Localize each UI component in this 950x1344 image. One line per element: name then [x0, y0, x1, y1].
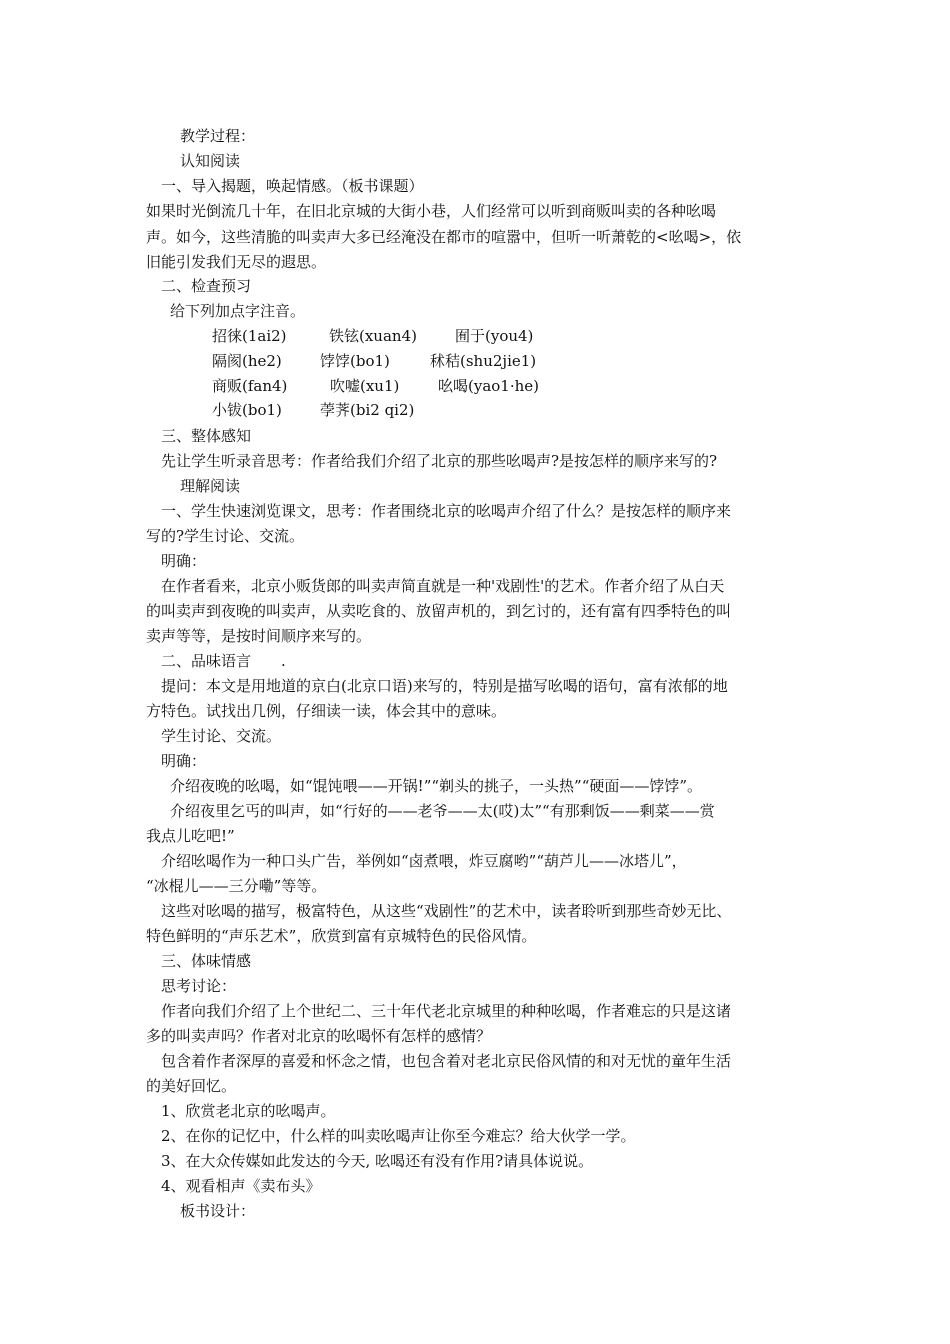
heading-understanding-reading: 理解阅读 — [180, 477, 241, 495]
paragraph-line: 这些对吆喝的描写，极富特色，从这些“戏剧性”的艺术中，读者聆听到那些奇妙无比、 — [161, 902, 732, 920]
list-item: 2、在你的记忆中，什么样的叫卖吆喝声让你至今难忘？给大伙学一学。 — [161, 1127, 636, 1145]
heading-cognitive-reading: 认知阅读 — [180, 152, 241, 170]
paragraph-line: 思考讨论： — [161, 977, 237, 995]
pinyin-item: 囿于(you4) — [455, 327, 534, 345]
paragraph-line: 卖声等等，是按时间顺序来写的。 — [146, 627, 372, 645]
section-1-heading: 一、导入揭题，唤起情感。（板书课题） — [161, 177, 424, 195]
paragraph-line: 介绍吆喝作为一种口头广告，举例如“卤煮喂，炸豆腐哟”“葫芦儿——冰塔儿”， — [161, 852, 687, 870]
paragraph-line: 多的叫卖声吗？作者对北京的吆喝怀有怎样的感情？ — [146, 1027, 492, 1045]
paragraph-line: 介绍夜晚的吆喝，如“馄饨喂——开锅!”“剃头的挑子，一头热”“硬面——饽饽”。 — [170, 777, 703, 795]
paragraph-line: 的美好回忆。 — [146, 1077, 237, 1095]
pinyin-item: 隔阂(he2) — [212, 352, 282, 370]
paragraph-line: 写的?学生讨论、交流。 — [146, 527, 305, 545]
section-heading: 三、体味情感 — [161, 952, 252, 970]
paragraph-line: 方特色。试找出几例，仔细读一读，体会其中的意味。 — [146, 702, 507, 720]
paragraph-line: 包含着作者深厚的喜爱和怀念之情，也包含着对老北京民俗风情的和对无忧的童年生活 — [161, 1052, 732, 1070]
paragraph-line: 一、学生快速浏览课文，思考：作者围绕北京的吆喝声介绍了什么？是按怎样的顺序来 — [161, 502, 732, 520]
paragraph-line: 给下列加点字注音。 — [170, 302, 306, 320]
paragraph-line: 我点儿吃吧!” — [146, 827, 235, 845]
section-2-heading: 二、检查预习 — [161, 277, 252, 295]
heading-teaching-process: 教学过程： — [180, 127, 256, 145]
list-item: 4、观看相声《卖布头》 — [161, 1177, 321, 1195]
pinyin-item: 吹嘘(xu1) — [330, 377, 400, 395]
section-heading: 二、品味语言 . — [161, 652, 286, 670]
paragraph-line: 提问：本文是用地道的京白(北京口语)来写的，特别是描写吆喝的语句，富有浓郁的地 — [161, 677, 728, 695]
pinyin-item: 荸荠(bi2 qi2) — [320, 401, 415, 419]
paragraph-line: “冰棍儿——三分嘞”等等。 — [146, 877, 327, 895]
list-item: 1、欣赏老北京的吆喝声。 — [161, 1102, 336, 1120]
paragraph-line: 如果时光倒流几十年，在旧北京城的大街小巷，人们经常可以听到商贩叫卖的各种吆喝 — [146, 202, 717, 220]
paragraph-line: 明确： — [161, 752, 207, 770]
pinyin-item: 铁铉(xuan4) — [329, 327, 417, 345]
paragraph-line: 学生讨论、交流。 — [161, 727, 282, 745]
pinyin-item: 招徕(1ai2) — [212, 327, 287, 345]
paragraph-line: 声。如今，这些清脆的叫卖声大多已经淹没在都市的喧嚣中，但听一听萧乾的<吆喝>，依 — [146, 228, 742, 246]
pinyin-item: 饽饽(bo1) — [320, 352, 390, 370]
paragraph-line: 旧能引发我们无尽的遐思。 — [146, 253, 327, 271]
heading-board-design: 板书设计： — [180, 1202, 256, 1220]
paragraph-line: 特色鲜明的“声乐艺术”，欣赏到富有京城特色的民俗风情。 — [146, 927, 537, 945]
pinyin-item: 小钹(bo1) — [212, 401, 282, 419]
paragraph-line: 的叫卖声到夜晚的叫卖声，从卖吃食的、放留声机的，到乞讨的，还有富有四季特色的叫 — [146, 602, 732, 620]
section-3-heading: 三、整体感知 — [161, 427, 252, 445]
paragraph-line: 明确： — [161, 552, 207, 570]
pinyin-item: 秫秸(shu2jie1) — [430, 352, 537, 370]
paragraph-line: 作者向我们介绍了上个世纪二、三十年代老北京城里的种种吆喝，作者难忘的只是这诸 — [161, 1002, 732, 1020]
pinyin-item: 吆喝(yao1·he) — [438, 377, 540, 395]
paragraph-line: 先让学生听录音思考：作者给我们介绍了北京的那些吆喝声?是按怎样的顺序来写的? — [161, 452, 718, 470]
paragraph-line: 介绍夜里乞丐的叫声，如“行好的——老爷——太(哎)太”“有那剩饭——剩菜——赏 — [170, 802, 715, 820]
paragraph-line: 在作者看来，北京小贩货郎的叫卖声简直就是一种'戏剧性'的艺术。作者介绍了从白天 — [161, 577, 725, 595]
list-item: 3、在大众传媒如此发达的今天, 吆喝还有没有作用?请具体说说。 — [161, 1152, 594, 1170]
pinyin-item: 商贩(fan4) — [212, 377, 288, 395]
